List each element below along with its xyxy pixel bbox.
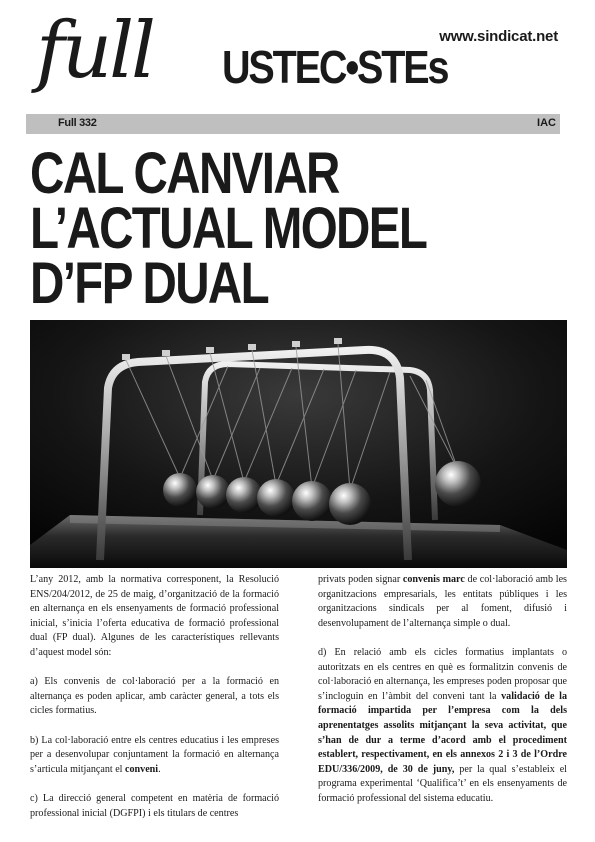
paragraph-item-d [318,646,567,807]
paragraph-item-c: c) La direcció general competent en matèria de formació professional inicial (DGFPI) i els titulars de centres [30,792,279,819]
headline-line-3: D’FP DUAL [30,251,269,316]
item-c-end: de col·laboració amb les organitzacions empresarials, les entitats públiques i les organitzacions sindicals per al foment, difusió i desenvolupament de l’alternança simple o dual. [318,574,567,629]
item-c-text: privats poden signar [318,574,403,585]
headline-line-2: L’ACTUAL MODEL [30,196,427,261]
body-column-right [318,573,567,821]
item-b-end: . [158,763,161,775]
issue-number: Full 332 [58,117,97,129]
union-brand: USTEC•STEs [222,41,448,93]
website-url: www.sindicat.net [439,28,558,45]
newtons-cradle-photo [30,320,567,568]
body-column-left [30,573,279,836]
item-b-text: b) La col·laboració entre els centres educatius i les empreses per a desenvolupar conjuntament la formació en alternança s’articula mitjançant el [30,734,279,775]
paragraph-item-a: a) Els convenis de col·laboració per a la formació en alternança es poden aplicar, amb caràcter general, a tots els cicles formatius. [30,676,279,717]
item-d-text: d) En relació amb els cicles formatius implantats o autoritzats en els centres en què es formalitzin convenis de col·laboració en alternança, les empreses poden proposar que s’incloguin en l’àmbit del conveni tant la [318,646,567,702]
paragraph-intro: L’any 2012, amb la normativa corresponent, la Resolució ENS/204/2012, de 25 de maig, d’organització de la formació en alternança en els ensenyaments de formació professional inicial, s’inicia l’oferta educativa de formació professional dual (FP dual). Algunes de les característiques rellevants d’aquest model són: [30,574,279,658]
full-logo: full [36,6,153,96]
item-b-emphasis: conveni [125,763,159,775]
headline-line-1: CAL CANVIAR [30,141,339,206]
region-label: IAC [537,117,556,129]
issue-band [26,114,560,134]
paragraph-item-b [30,734,279,778]
headline [30,141,473,316]
item-d-end: per la qual s’estableix el programa experimental ‘Qualifica’t’ en els ensenyaments de formació professional del sistema educatiu. [318,763,567,804]
item-d-emphasis: validació de la formació impartida per l’empresa com la dels aprenentatges assolits mitjançant la seva activitat, que s’han de dur a terme d’acord amb el procediment establert, respectivament, en els annexos 2 i 3 de l’Ordre EDU/336/2009, de 30 de juny, [318,690,567,775]
paragraph-item-c-continued [318,573,567,631]
item-c-emphasis: convenis marc [402,574,465,585]
